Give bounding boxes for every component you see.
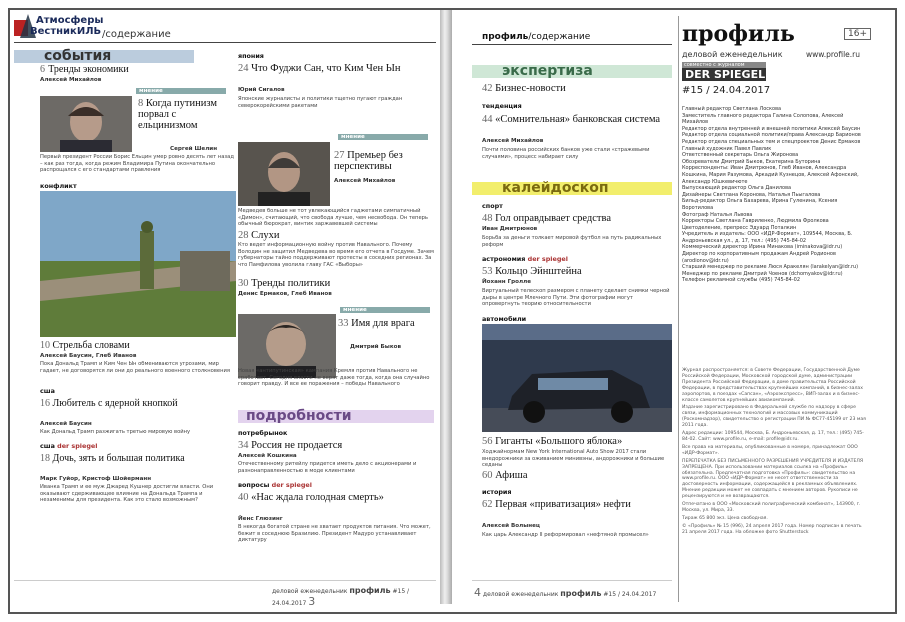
section-label: /содержание [102,29,171,40]
staff-line-3: Редактор отдела социальной политики/права Александр Барионов [682,132,861,139]
entry-30[interactable]: 30 Тренды политики [238,278,331,289]
section-kaleidoskop: калейдоскоп [472,182,672,195]
fine-line-4: ПЕРЕПЕЧАТКА БЕЗ ПИСЬМЕННОГО РАЗРЕШЕНИЯ УЧРЕДИТЕЛЯ И ИЗДАТЕЛЯ ЗАПРЕЩЕНА. При использовании материалов ссылка на «Профиль» обязательна. Предпечатная подготовка «Профиль»: свидетельство на www.profile.ru. ООО «ИДР-Формат» не несет ответственности за достоверность информации, содержащейся в рекламных объявлениях. Мнение редакции может не совпадать с мнением авторов. Рукописи не рецензируются и не возвращаются. [682,458,864,500]
staff-line-16: Коммерческий директор Ирина Минакова (iminakova@idr.ru) [682,244,843,251]
left-page: Атмосферы ВестникИЛЬ /содержание события 6 Тренды экономики Алексей Михайлов мнение 8 Когда путинизм порвал с ельцинизмом Сергей Шелин Первый президент России Борис Ельцин умер ровно десять лет назад – как раз тогда, когда режим Владимира Путина окончательно распрощался с его стандартами правления конфликт 10 Стрельба словами Алексей Баусин, Глеб Иванов Пока Дональд Трамп и Ким Чен Ын обмениваются угрозами, мир гадает, не договорятся ли они до реального военного столкновения сша 16 Любитель с ядерной кнопкой Алексей Баусин Как Дональд Трамп разжигать третью мировую войну сша der spiegel 18 Дочь, зять и большая политика Марк Гуйор, Кристоф Шойерманн Иванка Трамп и ее муж Джаред Кушнер достигли власти. Они оказывают сдерживающее влияние на Дональда Трампа и незаменимы для президента. Как это стало возможным? япония 24 Что Фуджи Сан, что Ким Чен Ын Юрий Сигалов Японские журналисты и политики тщетно пугают граждан северокорейскими ракетами мнение 27 Премьер без перспективы Алексей Михайлов Медведев больше не тот увлекающийся гаджетами симпатичный «Димон», считающий, что свобода лучше, чем несвобода. Он теперь обычный бюрократ, винтик заржавевшей системы 28 Слухи Кто ведет информационную войну против Навального. Почему Володин не защитил Медведева во время его отчета в Госдуме. Зачем губернаторы тайно поддерживают протесты в соседних регионах. За что Памфилова уволила главу ГАС «Выборы» 30 Тренды политики Денис Ермаков, Глеб Иванов мнение 33 Имя для врага Дмитрий Быков Новая «антипутинская» кампания Кремля против Навального не сработает. Сегодня власти не верят даже тогда, когда она случайно говорит правду. И все ее поражения – победы Навального подробности потребрынок 34 Россия не продается Алексей Кошкина Отечественному ритейлу придется иметь дело с акционерами и разнонаправленностью в моде клиентами вопросы der spiegel 40 «Нас ждала голодная смерть» Йенс Глюзинг В некогда богатой стране не хватает продуктов питания. Что может, бежит в соседнюю Бразилию. Президент Мадуро устанавливает диктатуру деловой еженедельник профиль #15 / 24.04.2017 3 [10,10,440,604]
fine-line-2: Адрес редакции: 109544, Москва, Б. Андроньевская, д. 17, тел.: (495) 745-84-02. Сайт: www.profile.ru, e-mail: profile@idr.ru. [682,431,864,442]
entry-27[interactable]: 27 Премьер без перспективы [334,150,403,172]
staff-line-4: Редактор отдела специальных тем и спецпроектов Денис Ермаков [682,138,861,145]
page-gutter [440,10,452,604]
staff-line-8: Корреспонденты: Иван Дмитрюнов, Глеб Иванов, Александра Кошкина, Мария Разумова, Аркадий Кузнецов, Алексей Афонский, Александр Юшкевичюте [682,165,859,185]
entry-28[interactable]: 28 Слухи [238,230,280,241]
entry-42[interactable]: 42 Бизнес-новости [482,83,566,94]
partner-logo: DER SPIEGEL [682,68,766,81]
entry-8[interactable]: 8 Когда путинизм порвал с ельцинизмом [138,98,217,131]
right-page: профиль/содержание экспертиза 42 Бизнес-новости тенденция 44 «Сомнительная» банковская система Алексей Михайлов Почти половина российских банков уже стали «стражевыми случаями», процесс набирает силу калейдоскоп спорт 48 Гол оправдывает средства Иван Дмитрюнов Борьба за деньги толкает мировой футбол на путь радикальных реформ астрономия der spiegel 53 Кольцо Эйнштейна Йоханн Гролле Виртуальный телескоп размером с планету сделает снимки черной дыры в центре Млечного Пути. Эти фотографии могут опровергнуть теорию относительности автомобили 56 Гиганты «Большого яблока» Ходжайнормам New York International Auto Show 2017 стали внедорожники за оживанием минивэны, андорожники и большие седаны 60 Афиша история 62 Первая «приватизация» нефти Алексей Волынец Как царь Александр II реформировал «нефтяной промысел» 4 деловой еженедельник профиль #15 / 24.04.2017 профиль 16+ деловой еженедельник www.profile.ru совместно с журналом DER SPIEGEL #15 / 24.04.2017 Главный редактор Светлана Лоскова Заместитель главного редактора Галина Солопова, Алексей Михайлов Редактор отдела внутренней и внешней политики Алексей Баусин Редактор отдела социальной политики/права Александр Барионов Редактор отдела специальных тем и спецпроектов Денис Ермаков Главный художник Павел Павлик Ответственный секретарь Ольга Жиронова Обозреватели Дмитрий Быков, Екатерина Буторина Корреспонденты: Иван Дмитрюнов, Глеб Иванов, Александра Кошкина, Мария Разумова, Аркадий Кузнецов, Алексей Афонский, Александр Юшкевичюте Выпускающий редактор Ольга Данилова Дизайнеры Светлана Коронова, Наталья Пьыгалова Бильд-редактор Ольга Бахарева, Ирина Гуленина, Ксения Воротилова Фотограф Наталья Львова Корректоры Светлана Гавриленко, Людмила Фролкова Цветоделение, препресс Эдуард Поталкин Учредитель и издатель: ООО «ИДР-Формат», 109544, Москва, Б. Андроньевская ул., д. 17, тел.: (495) 745-84-02 Коммерческий директор Ирина Минакова (iminakova@idr.ru) Директор по корпоративным продажам Андрей Родионов (arodionov@idr.ru) Старший менеджер по рекламе Люся Аракелян (larakelyan@idr.ru) Менеджер по рекламе Дмитрий Чоенов (dchomyakov@idr.ru) Телефон рекламной службы (495) 745-84-02 Журнал распространяется: в Совете Федерации, Государственной Думе Российской Федерации, Московской городской думе, администрации Президента Российской Федерации, в доме правительства Российской Федерации, в представительствах крупнейших компаний, в бизнес-залах аэропортов, в поездах «Сапсан», «Аэроэкспресс», ВИП-залах и в бизнес-классе самолетов крупнейших авиакомпаний. Издание зарегистрировано в Федеральной службе по надзору в сфере связи, информационных технологий и массовых коммуникаций (Роскомнадзор), свидетельство о регистрации ПИ № ФС77-45199 от 23 мая 2011 года. Адрес редакции: 109544, Москва, Б. Андроньевская, д. 17, тел.: (495) 745-84-02. Сайт: www.profile.ru, e-mail: profile@idr.ru. Все права на материалы, опубликованные в номере, принадлежат ООО «ИДР-Формат». ПЕРЕПЕЧАТКА БЕЗ ПИСЬМЕННОГО РАЗРЕШЕНИЯ УЧРЕДИТЕЛЯ И ИЗДАТЕЛЯ ЗАПРЕЩЕНА. При использовании материалов ссылка на «Профиль» обязательна. Предпечатная подготовка «Профиль»: свидетельство на www.profile.ru. ООО «ИДР-Формат» не несет ответственности за достоверность информации, содержащейся в рекламных объявлениях. Мнение редакции может не совпадать с мнением авторов. Рукописи не рецензируются и не возвращаются. Отпечатано в ООО «Московский полиграфический комбинат», 143900, г. Москва, ул. Мира, 33. Тираж 65 800 экз. Цена свободная. © «Профиль» № 15 (996), 24 апреля 2017 года. Номер подписан в печать 21 апреля 2017 года. На обложке фото Shutterstock [452,10,895,604]
staff-line-20: Телефон рекламной службы (495) 745-84-02 [682,277,801,284]
entry-40[interactable]: 40 «Нас ждала голодная смерть» [238,492,384,503]
entry-53[interactable]: 53 Кольцо Эйнштейна [482,266,582,277]
entry-56[interactable]: 56 Гиганты «Большого яблока» [482,436,623,447]
staff-line-0: Главный редактор Светлана Лоскова [682,106,782,112]
staff-line-15: Учредитель и издатель: ООО «ИДР-Формат», 109544, Москва, Б. Андроньевская ул., д. 17, тел.: (495) 745-84-02 [682,231,853,244]
site-url: www.profile.ru [806,50,861,59]
entry-10[interactable]: 10 Стрельба словами [40,340,130,351]
staff-line-9: Выпускающий редактор Ольга Данилова [682,185,792,192]
staff-line-12: Фотограф Наталья Львова [682,211,753,218]
entry-33[interactable]: 33 Имя для врага [338,318,415,329]
entry-60[interactable]: 60 Афиша [482,470,528,481]
fine-line-0: Журнал распространяется: в Совете Федерации, Государственной Думе Российской Федерации, Московской городской думе, администрации Президента Российской Федерации, в доме правительства Российской Федерации, в представительствах крупнейших компаний, в бизнес-залах аэропортов, в поездах «Сапсан», «Аэроэкспресс», ВИП-залах и в бизнес-классе самолетов крупнейших авиакомпаний. [682,368,863,403]
fine-print [682,368,867,538]
section-ekspertiza: экспертиза [472,65,672,78]
entry-62[interactable]: 62 Первая «приватизация» нефти [482,499,631,510]
entry-34[interactable]: 34 Россия не продается [238,440,343,451]
section-sobytia: события [14,50,194,63]
staff-line-18: Старший менеджер по рекламе Люся Аракелян (larakelyan@idr.ru) [682,264,859,271]
right-section-label: профиль/содержание [482,32,591,42]
fine-line-3: Все права на материалы, опубликованные в номере, принадлежат ООО «ИДР-Формат». [682,444,858,456]
photo-mikhailov [238,142,330,206]
watermark-line1: Атмосферы [36,15,104,26]
left-footer: деловой еженедельник профиль #15 / 24.04.2017 3 [272,586,410,608]
entry-48[interactable]: 48 Гол оправдывает средства [482,213,611,224]
age-rating: 16+ [844,28,871,40]
entry-44[interactable]: 44 «Сомнительная» банковская система [482,114,661,125]
issue-number: #15 / 24.04.2017 [682,85,771,96]
watermark-line2: ВестникИЛЬ [30,26,102,37]
masthead-brand: профиль [682,21,795,47]
staff-line-17: Директор по корпоративным продажам Андрей Родионов (arodionov@idr.ru) [682,251,836,264]
staff-line-5: Главный художник Павел Павлик [682,145,772,152]
entry-18[interactable]: 18 Дочь, зять и большая политика [40,453,185,464]
entry-24[interactable]: 24 Что Фуджи Сан, что Ким Чен Ын [238,63,401,74]
staff-line-1: Заместитель главного редактора Галина Солопова, Алексей Михайлов [682,112,844,126]
section-podrobnosti: подробности [238,410,434,423]
photo-soldier [40,191,236,337]
staff-line-2: Редактор отдела внутренней и внешней политики Алексей Баусин [682,125,861,132]
fine-line-5: Отпечатано в ООО «Московский полиграфический комбинат», 143900, г. Москва, ул. Мира, 33. [682,502,861,513]
fine-line-7: © «Профиль» № 15 (996), 24 апреля 2017 года. Номер подписан в печать 21 апреля 2017 года. На обложке фото Shutterstock [682,523,862,535]
photo-shelin [40,96,132,152]
entry-6[interactable]: 6 Тренды экономики [40,64,129,75]
staff-line-11: Бильд-редактор Ольга Бахарева, Ирина Гуленина, Ксения Воротилова [682,198,838,211]
staff-line-19: Менеджер по рекламе Дмитрий Чоенов (dchomyakov@idr.ru) [682,270,843,277]
staff-line-6: Ответственный секретарь Ольга Жиронова [682,152,799,159]
photo-car [482,324,672,432]
fine-line-1: Издание зарегистрировано в Федеральной службе по надзору в сфере связи, информационных технологий и массовых коммуникаций (Роскомнадзор), свидетельство о регистрации ПИ № ФС77-45199 от 23 мая 2011 года. [682,405,866,429]
staff-line-7: Обозреватели Дмитрий Быков, Екатерина Буторина [682,158,821,165]
staff-list [682,106,867,284]
fine-line-6: Тираж 65 800 экз. Цена свободная. [682,515,768,521]
entry-16[interactable]: 16 Любитель с ядерной кнопкой [40,398,178,409]
staff-line-13: Корректоры Светлана Гавриленко, Людмила Фролкова [682,218,829,225]
staff-line-10: Дизайнеры Светлана Коронова, Наталья Пьыгалова [682,191,821,198]
right-footer: 4 деловой еженедельник профиль #15 / 24.04.2017 [474,586,657,599]
staff-line-14: Цветоделение, препресс Эдуард Поталкин [682,224,797,231]
